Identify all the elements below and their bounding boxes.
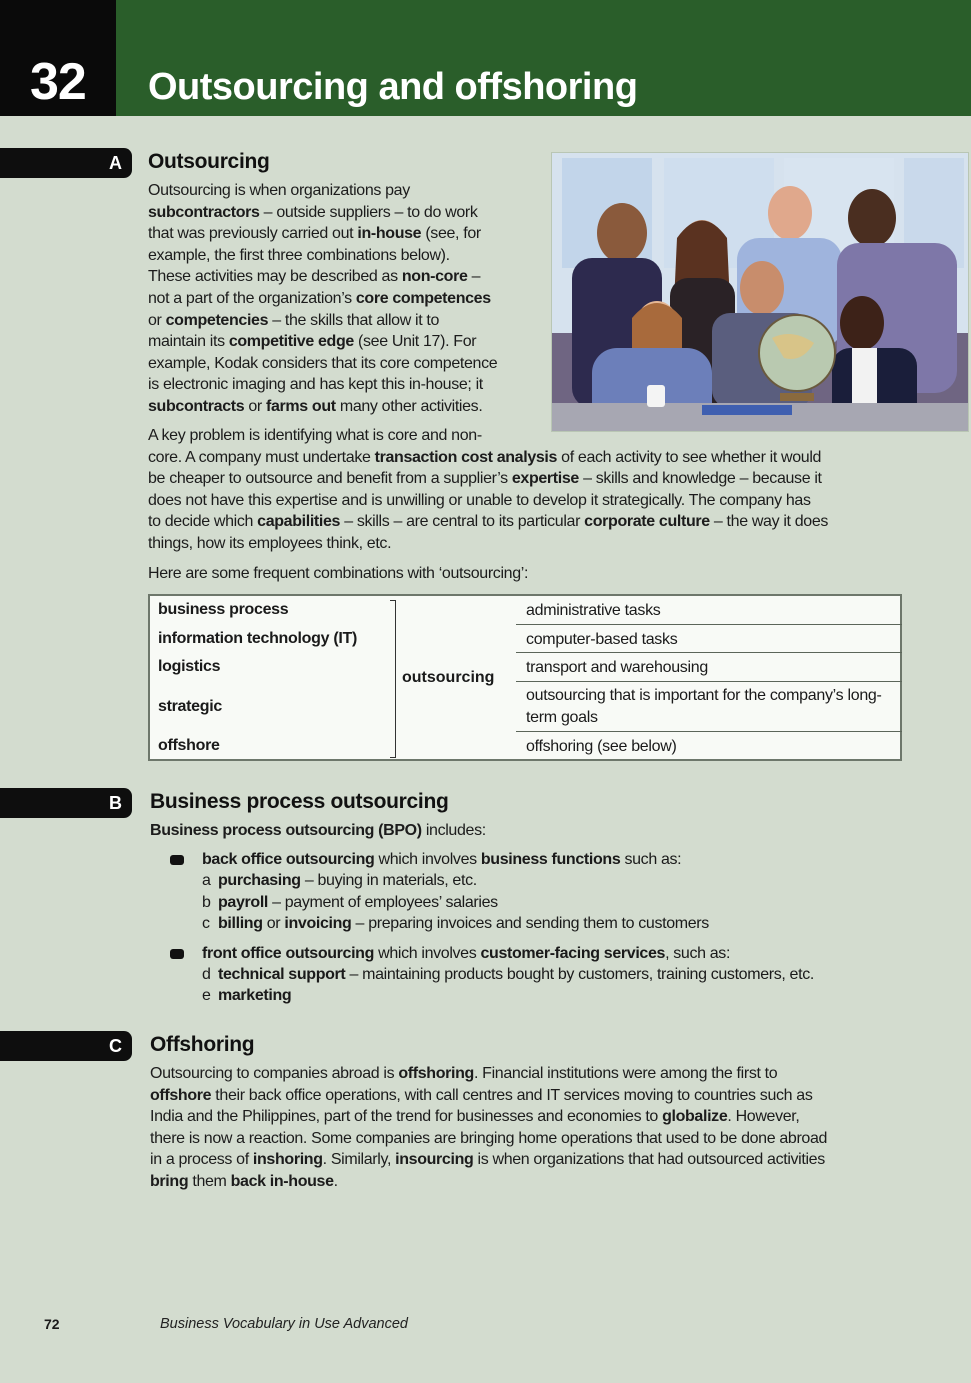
text-line — [150, 1063, 910, 1085]
list-item — [202, 894, 498, 912]
key-term: corporate culture — [584, 513, 710, 531]
key-term: invoicing — [284, 915, 352, 932]
text-run: such as: — [620, 851, 682, 868]
bullet-icon — [170, 855, 184, 865]
text-run: – preparing invoices and sending them to customers — [351, 915, 709, 932]
item-letter: c — [202, 915, 210, 932]
key-term: farms out — [266, 397, 336, 415]
text-line — [148, 447, 908, 469]
text-run: be cheaper to outsource and benefit from a supplier’s — [148, 470, 512, 488]
key-term: subcontractors — [148, 203, 260, 221]
section-tab-c — [0, 1031, 132, 1061]
list-item — [202, 987, 291, 1005]
text-line — [150, 1106, 910, 1128]
text-run: Outsourcing to companies abroad is — [150, 1065, 399, 1082]
text-line — [150, 1085, 910, 1107]
key-term: subcontracts — [148, 397, 245, 415]
text-run: which involves — [374, 945, 481, 962]
text-line — [148, 425, 908, 447]
key-term: inshoring — [252, 1151, 323, 1169]
text-line — [148, 288, 548, 310]
text-run: of each activity to see whether it would — [557, 448, 822, 466]
key-term: insourcing — [395, 1151, 474, 1169]
text-run: (see, for — [421, 225, 481, 243]
text-line — [148, 353, 548, 375]
text-run: Outsourcing is when organizations pay — [148, 182, 410, 199]
page-number: 72 — [44, 1316, 60, 1332]
unit-number: 32 — [30, 53, 86, 111]
combination-term: strategic — [158, 698, 222, 715]
text-run: These activities may be described as — [148, 268, 402, 286]
combination-term: offshore — [158, 737, 220, 754]
bullet-back-office — [202, 849, 681, 871]
text-run: their back office operations, with call centres and IT services moving to countries such as — [211, 1086, 813, 1104]
combination-meaning: computer-based tasks — [526, 631, 678, 648]
item-letter: b — [202, 894, 211, 911]
key-term: capabilities — [257, 513, 341, 531]
text-run: – buying in materials, etc. — [300, 872, 477, 889]
key-term: core competences — [355, 289, 491, 307]
combination-center-word: outsourcing — [402, 669, 495, 686]
item-letter: e — [202, 987, 211, 1004]
combination-meaning: administrative tasks — [526, 602, 661, 619]
text-run: – skills – are central to its particular — [340, 513, 585, 531]
text-run: . However, — [727, 1108, 800, 1126]
section-letter: A — [109, 153, 122, 173]
key-term: payroll — [218, 894, 269, 911]
text-run: not a part of the organization’s — [148, 289, 356, 307]
text-line — [148, 266, 548, 288]
book-title: Business Vocabulary in Use Advanced — [160, 1316, 408, 1332]
combination-term: logistics — [158, 658, 221, 675]
combination-meaning: offshoring (see below) — [526, 738, 677, 755]
text-run: India and the Philippines, part of the trend for businesses and economies to — [150, 1108, 663, 1126]
unit-header — [0, 0, 971, 116]
text-line — [148, 331, 548, 353]
section-letter: C — [109, 1036, 122, 1056]
bracket-divider — [390, 600, 396, 758]
key-term: technical support — [218, 966, 346, 983]
text-line — [150, 1149, 910, 1171]
team-photo — [551, 152, 969, 432]
section-title-c: Offshoring — [150, 1033, 255, 1056]
list-item — [202, 915, 709, 933]
key-term: in-house — [357, 225, 422, 243]
key-term: bring — [150, 1172, 189, 1190]
text-line — [148, 180, 548, 202]
section-title-a: Outsourcing — [148, 150, 270, 173]
bullet-icon — [170, 949, 184, 959]
text-run: (see Unit 17). For — [353, 333, 477, 351]
text-run: – outside suppliers – to do work — [259, 203, 478, 221]
text-line — [148, 533, 908, 555]
text-run: there is now a reaction. Some companies are bringing home operations that used to be done abroad — [150, 1129, 828, 1147]
key-term: billing — [218, 915, 263, 932]
section-tab-a — [0, 148, 132, 178]
list-item — [202, 872, 477, 890]
bpo-intro — [150, 820, 486, 842]
section-title-b: Business process outsourcing — [150, 790, 449, 813]
text-run: is when organizations that had outsourced activities — [473, 1151, 825, 1169]
key-term: purchasing — [218, 872, 301, 889]
text-run: example, Kodak considers that its core competence — [148, 354, 498, 372]
key-term: offshore — [150, 1086, 212, 1104]
text-line — [148, 490, 908, 512]
text-line — [148, 396, 548, 418]
item-letter: a — [202, 872, 211, 889]
text-run: maintain its — [148, 333, 229, 351]
text-run: or — [244, 397, 266, 415]
key-term: competencies — [165, 311, 269, 329]
key-term: expertise — [511, 470, 579, 488]
text-run: which involves — [374, 851, 481, 868]
text-line — [148, 223, 548, 245]
list-item — [202, 966, 814, 984]
text-line — [148, 374, 548, 396]
team-photo-illustration — [552, 153, 969, 432]
text-run: – — [467, 268, 481, 286]
key-term: competitive edge — [228, 333, 354, 351]
key-term: back in-house — [230, 1172, 334, 1190]
combinations-intro: Here are some frequent combinations with ‘outsourcing’: — [148, 565, 529, 582]
text-line — [148, 511, 908, 533]
text-run: them — [188, 1172, 231, 1190]
key-term: customer-facing services — [480, 945, 666, 962]
text-run: is electronic imaging and has kept this in-house; it — [148, 376, 483, 394]
key-term: marketing — [218, 987, 292, 1004]
combination-term: business process — [158, 601, 289, 618]
key-term: globalize — [662, 1108, 728, 1126]
text-run: to decide which — [148, 513, 258, 531]
key-term: back office outsourcing — [202, 851, 375, 868]
text-line — [148, 310, 548, 332]
text-run: or — [262, 915, 285, 932]
text-run: . Similarly, — [322, 1151, 396, 1169]
text-run: many other activities. — [335, 397, 483, 415]
text-line — [148, 245, 548, 267]
bpo-intro-rest: includes: — [421, 822, 486, 839]
key-term: front office outsourcing — [202, 945, 375, 962]
section-a-paragraph-1 — [148, 180, 548, 418]
text-run: things, how its employees think, etc. — [148, 534, 392, 552]
text-run: – maintaining products bought by customers, training customers, etc. — [345, 966, 814, 983]
text-run: . Financial institutions were among the first to — [473, 1065, 778, 1082]
item-letter: d — [202, 966, 211, 983]
section-a-paragraph-2 — [148, 425, 908, 555]
row-divider — [516, 652, 902, 653]
section-tab-b — [0, 788, 132, 818]
text-run: example, the first three combinations below). — [148, 246, 450, 264]
text-run: – the way it does — [709, 513, 829, 531]
bullet-front-office — [202, 943, 730, 965]
text-line — [148, 202, 548, 224]
text-run: does not have this expertise and is unwilling or unable to develop it strategically. The company has — [148, 491, 811, 509]
text-run: that was previously carried out — [148, 225, 358, 243]
section-letter: B — [109, 793, 122, 813]
text-run: , such as: — [665, 945, 731, 962]
key-term: non-core — [401, 268, 468, 286]
unit-title: Outsourcing and offshoring — [148, 66, 638, 108]
combination-meaning: transport and warehousing — [526, 659, 708, 676]
text-run: or — [148, 311, 166, 329]
row-divider — [516, 624, 902, 625]
key-term: transaction cost analysis — [374, 448, 558, 466]
row-divider — [516, 681, 902, 682]
text-run: A key problem is identifying what is core and non- — [148, 427, 482, 444]
text-run: core. A company must undertake — [148, 448, 375, 466]
key-term: business functions — [480, 851, 621, 868]
combinations-table — [148, 594, 902, 761]
section-c-paragraph — [150, 1063, 910, 1193]
text-run: . — [333, 1172, 338, 1190]
text-line — [150, 1171, 910, 1193]
bpo-intro-term: Business process outsourcing (BPO) — [150, 822, 422, 839]
text-line — [148, 468, 908, 490]
row-divider — [516, 731, 902, 732]
text-run: – the skills that allow it to — [268, 311, 440, 329]
text-line — [150, 1128, 910, 1150]
combination-meaning: outsourcing that is important for the company’s long-term goals — [526, 687, 882, 726]
text-run: in a process of — [150, 1151, 253, 1169]
key-term: offshoring — [398, 1065, 474, 1082]
text-run: – skills and knowledge – because it — [578, 470, 822, 488]
combination-term: information technology (IT) — [158, 630, 357, 647]
text-run: – payment of employees’ salaries — [268, 894, 498, 911]
